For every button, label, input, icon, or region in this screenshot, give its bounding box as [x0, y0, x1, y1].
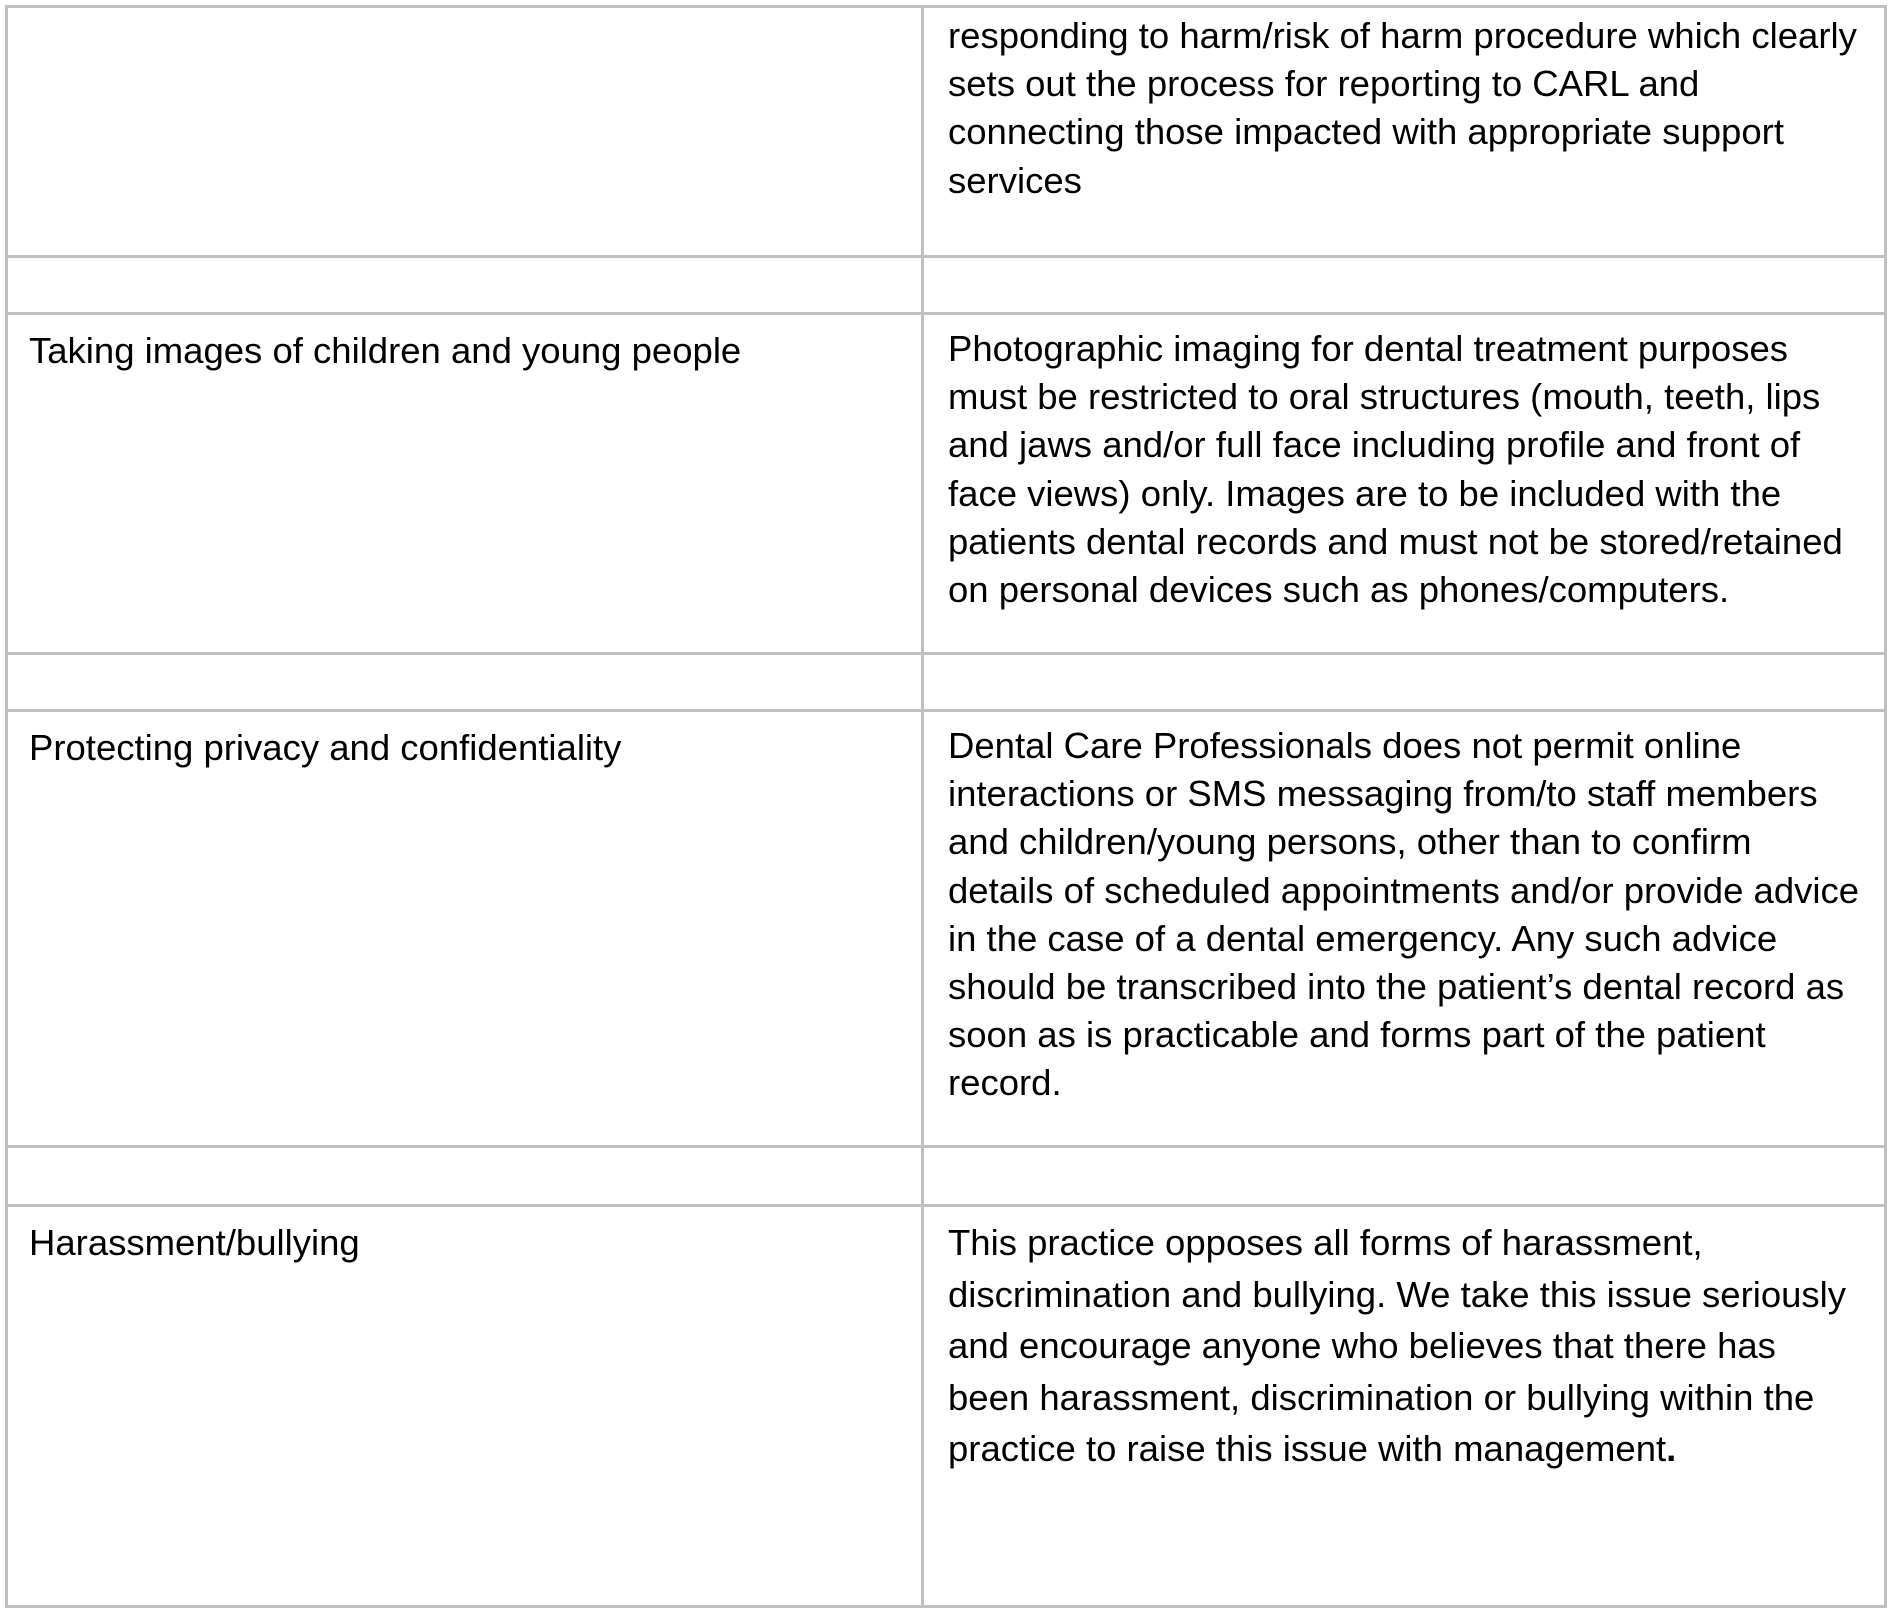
table-row — [8, 712, 1884, 1148]
table-row-spacer — [8, 258, 1884, 315]
policy-cell — [924, 8, 1884, 255]
topic-text: Protecting privacy and confidentiality — [29, 727, 622, 768]
policy-table — [5, 5, 1887, 1608]
topic-cell — [8, 655, 924, 709]
topic-text: Harassment/bullying — [29, 1222, 360, 1263]
policy-text-main: This practice opposes all forms of harassment, discrimination and bullying. We take this issue seriously and encourage anyone who believes that there has been harassment, discrimination or bullying within the practice to raise this issue with management — [948, 1222, 1847, 1469]
table-row — [8, 8, 1884, 258]
topic-cell — [8, 712, 924, 1145]
topic-text: Taking images of children and young people — [29, 330, 742, 371]
topic-cell — [8, 315, 924, 652]
policy-cell — [924, 315, 1884, 652]
policy-cell — [924, 712, 1884, 1145]
policy-text — [948, 1217, 1866, 1475]
policy-text: Dental Care Professionals does not permit online interactions or SMS messaging from/to staff members and children/young persons, other than to confirm details of scheduled appointments and/or provide advice in the case of a dental emergency. Any such advice should be transcribed into the patient’s dental record as soon as is practicable and forms part of the patient record. — [948, 725, 1860, 1104]
table-row-spacer — [8, 655, 1884, 712]
policy-cell — [924, 1148, 1884, 1204]
policy-cell — [924, 655, 1884, 709]
table-row — [8, 1207, 1884, 1605]
table-row — [8, 315, 1884, 655]
policy-cell — [924, 258, 1884, 312]
topic-cell — [8, 258, 924, 312]
policy-text-end: . — [1666, 1428, 1677, 1469]
policy-cell — [924, 1207, 1884, 1605]
policy-text: responding to harm/risk of harm procedure which clearly sets out the process for reporting to CARL and connecting those impacted with appropriate support services — [948, 15, 1857, 201]
topic-cell — [8, 1148, 924, 1204]
table-row-spacer — [8, 1148, 1884, 1207]
topic-cell — [8, 8, 924, 255]
topic-cell — [8, 1207, 924, 1605]
policy-text: Photographic imaging for dental treatment purposes must be restricted to oral structures (mouth, teeth, lips and jaws and/or full face including profile and front of face views) only. Images are to be included with the patients dental records and must not be stored/retained on personal devices such as phones/computers. — [948, 328, 1843, 611]
